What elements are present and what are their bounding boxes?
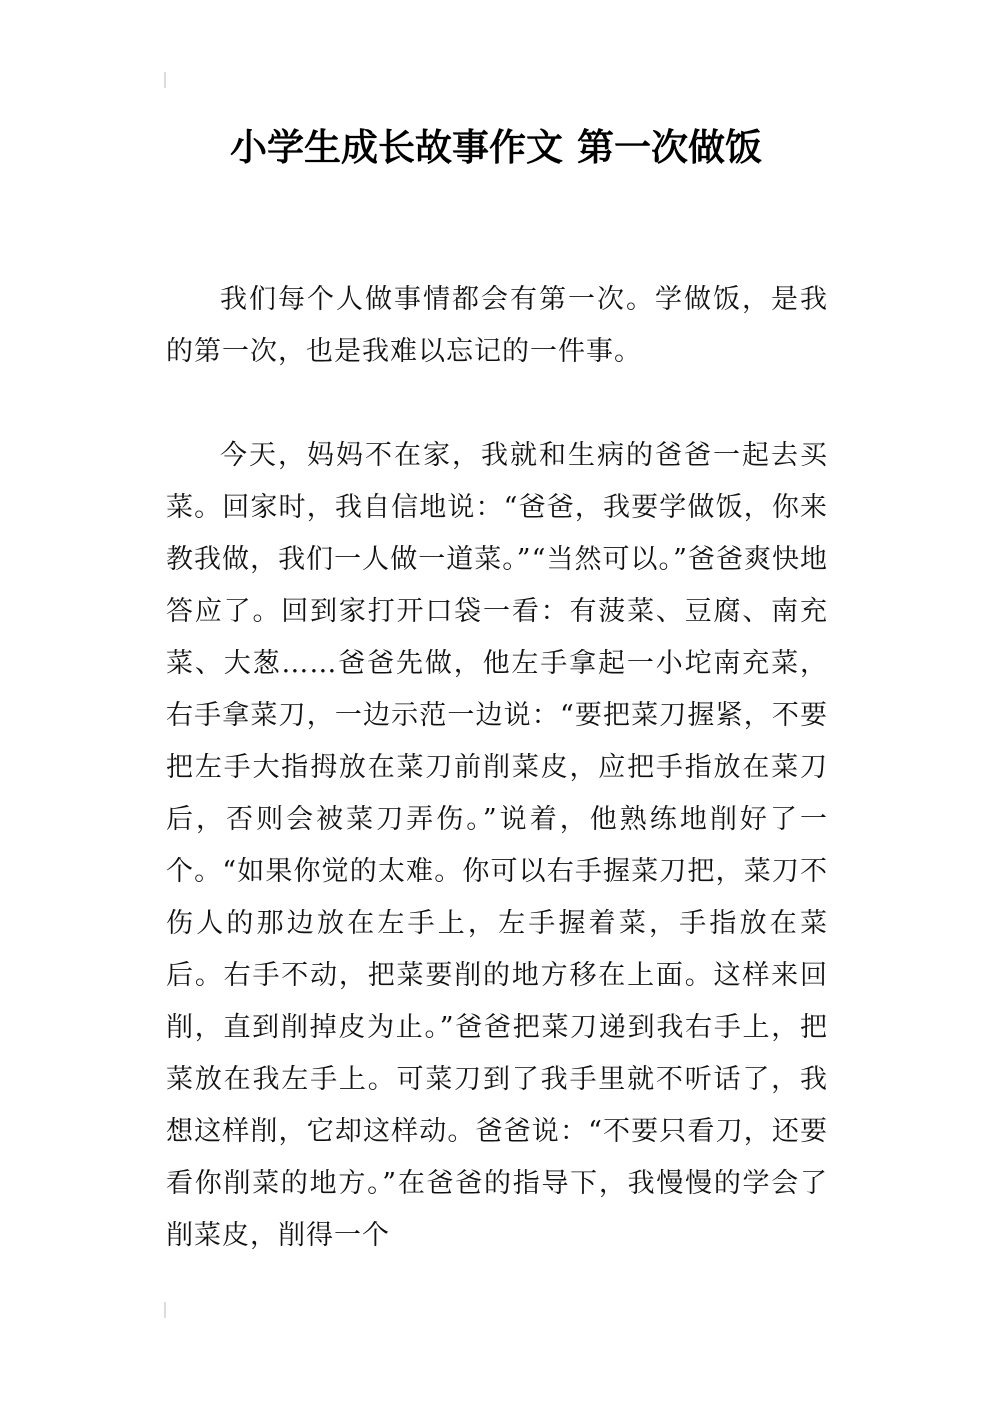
- title-main: 小学生成长故事作文: [230, 126, 563, 169]
- page-corner-mark-bottom: [164, 1302, 166, 1318]
- title-sub: 第一次做饭: [577, 126, 762, 169]
- document-body: [166, 274, 828, 1262]
- page-corner-mark-top: [164, 72, 166, 88]
- paragraph-2: 今天，妈妈不在家，我就和生病的爸爸一起去买菜。回家时，我自信地说：“爸爸，我要学做饭，你来教我做，我们一人做一道菜。”“当然可以。”爸爸爽快地答应了。回到家打开口袋一看：有菠菜、豆腐、南充菜、大葱……爸爸先做，他左手拿起一小坨南充菜，右手拿菜刀，一边示范一边说：“要把菜刀握紧，不要把左手大指拇放在菜刀前削菜皮，应把手指放在菜刀后，否则会被菜刀弄伤。”说着，他熟练地削好了一个。“如果你觉的太难。你可以右手握菜刀把，菜刀不伤人的那边放在左手上，左手握着菜，手指放在菜后。右手不动，把菜要削的地方移在上面。这样来回削，直到削掉皮为止。”爸爸把菜刀递到我右手上，把菜放在我左手上。可菜刀到了我手里就不听话了，我想这样削，它却这样动。爸爸说：“不要只看刀，还要看你削菜的地方。”在爸爸的指导下，我慢慢的学会了削菜皮，削得一个: [166, 440, 828, 1251]
- paragraph-1: 我们每个人做事情都会有第一次。学做饭，是我的第一次，也是我难以忘记的一件事。: [166, 284, 828, 367]
- document-title: [0, 118, 992, 178]
